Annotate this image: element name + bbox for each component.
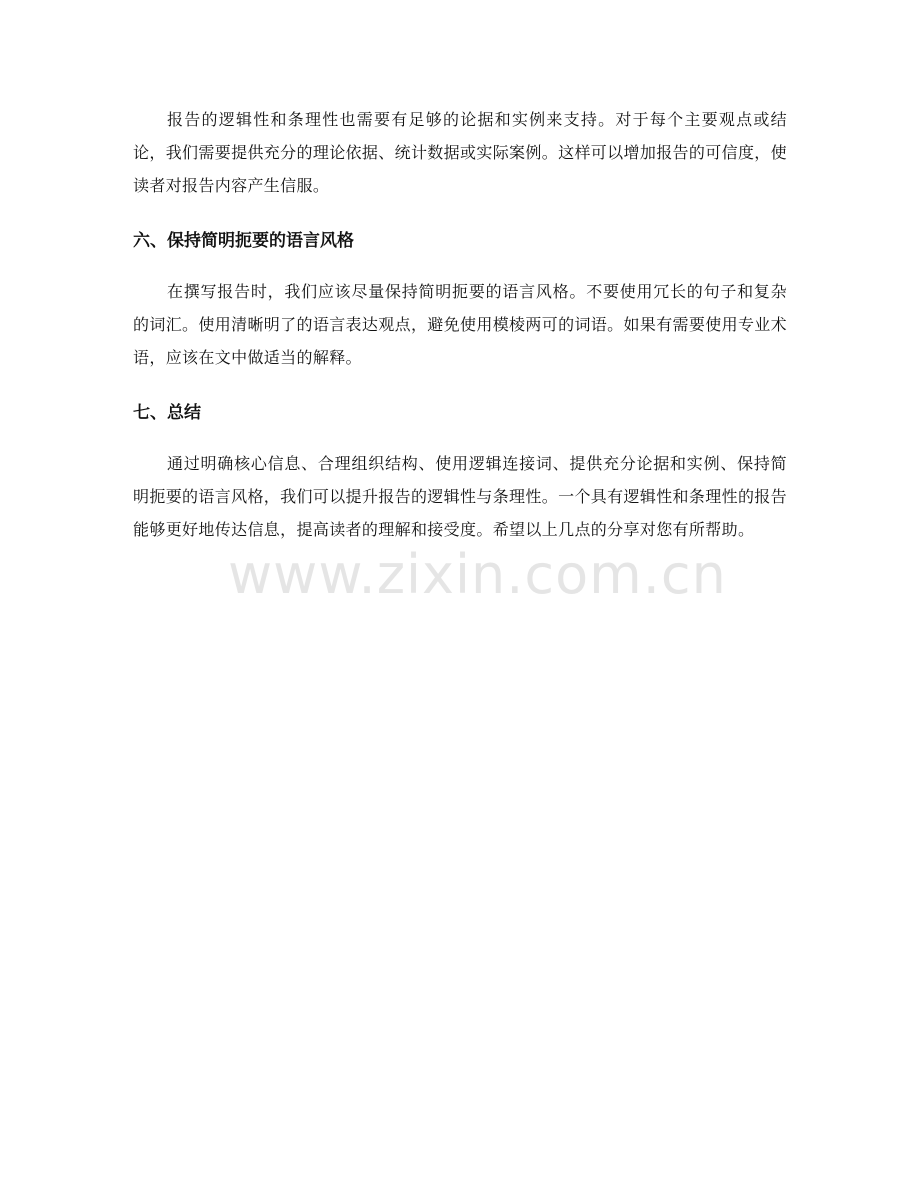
watermark-text: www.zixin.com.cn [228,543,727,606]
document-body [133,103,787,546]
section-heading-concise-language: 六、保持简明扼要的语言风格 [133,231,354,251]
paragraph-summary: 通过明确核心信息、合理组织结构、使用逻辑连接词、提供充分论据和实例、保持简明扼要的语言风格，我们可以提升报告的逻辑性与条理性。一个具有逻辑性和条理性的报告能够更好地传达信息，提高读者的理解和接受度。希望以上几点的分享对您有所帮助。 [133,454,788,539]
paragraph-evidence-support: 报告的逻辑性和条理性也需要有足够的论据和实例来支持。对于每个主要观点或结论，我们需要提供充分的理论依据、统计数据或实际案例。这样可以增加报告的可信度，使读者对报告内容产生信服。 [133,110,788,195]
section-heading-summary: 七、总结 [133,403,201,423]
paragraph-concise-language: 在撰写报告时，我们应该尽量保持简明扼要的语言风格。不要使用冗长的句子和复杂的词汇。使用清晰明了的语言表达观点，避免使用模棱两可的词语。如果有需要使用专业术语，应该在文中做适当的解释。 [133,282,788,367]
